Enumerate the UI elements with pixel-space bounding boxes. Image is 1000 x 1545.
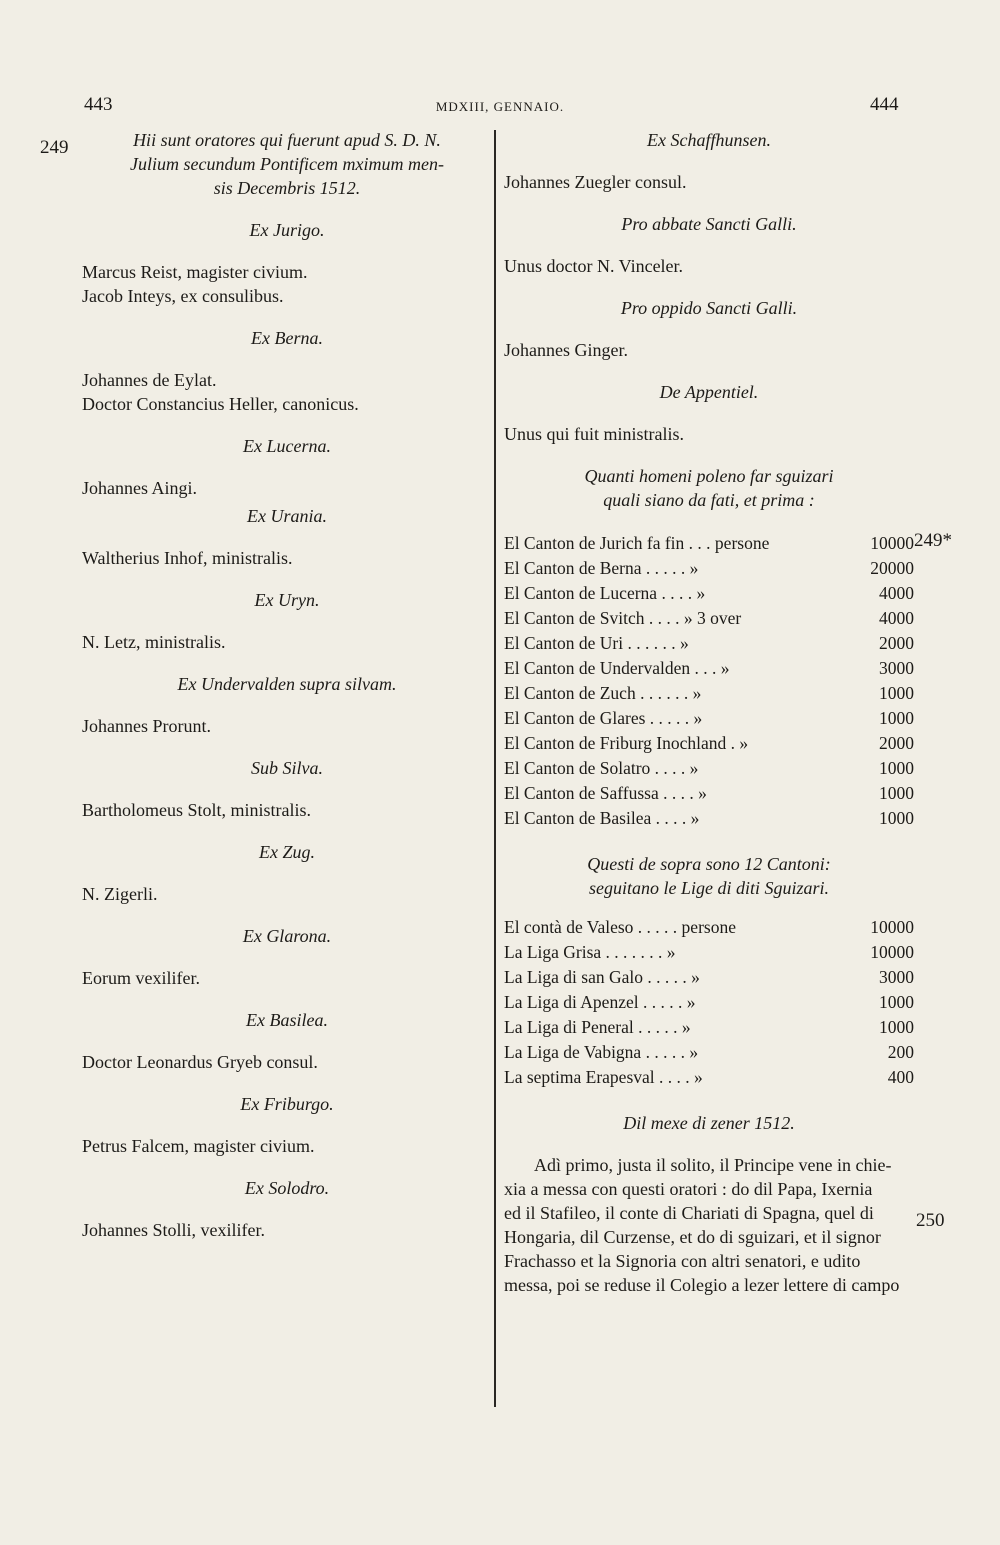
table-row [504,939,914,964]
table-row [504,605,914,630]
page-number-right: 444 [870,94,899,115]
orator-line: Unus doctor N. Vinceler. [504,256,684,276]
paragraph-line: xia a messa con questi oratori : do dil Papa, Ixernia [504,1179,873,1199]
canton-value: 1000 [879,782,914,803]
canton-value: 1000 [879,807,914,828]
section-heading: Ex Berna. [251,328,323,348]
table-row [504,1014,914,1039]
table-row [504,914,914,939]
section-heading: Ex Solodro. [244,1178,330,1198]
orator-line: Jacob Inteys, ex consulibus. [82,286,284,306]
canton-value: 3000 [879,657,914,678]
canton-name: El Canton de Undervalden . . . » [504,657,730,678]
paragraph-line: ed il Stafileo, il conte di Chariati di Spagna, quel di [504,1203,874,1223]
liga-name: La septima Erapesval . . . . » [504,1066,703,1087]
canton-value: 2000 [879,732,914,753]
orator-line: Johannes de Eylat. [82,370,217,390]
paragraph-line: Hongaria, dil Curzense, et do di sguizari, et il signor [504,1227,881,1247]
liga-name: La Liga di san Galo . . . . . » [504,966,700,987]
liga-name: La Liga Grisa . . . . . . . » [504,941,676,962]
orator-line: Waltherius Inhof, ministralis. [82,548,293,568]
canton-name: El Canton de Berna . . . . . » [504,557,699,578]
section-heading: Ex Zug. [259,842,315,862]
table-row [504,755,914,780]
table-row [504,705,914,730]
heading-line: seguitano le Lige di diti Sguizari. [588,878,829,898]
table-row [504,989,914,1014]
margin-number-right-250: 250 [916,1210,945,1231]
orator-line: Marcus Reist, magister civium. [82,262,308,282]
table-row [504,805,914,830]
orator-line: Bartholomeus Stolt, ministralis. [82,800,311,820]
body-paragraph [504,1153,914,1297]
liga-name: La Liga de Vabigna . . . . . » [504,1041,699,1062]
canton-value: 2000 [879,632,914,653]
liga-value: 3000 [879,966,914,987]
liga-value: 1000 [879,991,914,1012]
paragraph-line: Frachasso et la Signoria con altri senatori, e udito [504,1251,861,1271]
orator-line: Doctor Leonardus Gryeb consul. [82,1052,318,1072]
page-number-left: 443 [84,94,113,115]
section-heading: Ex Undervalden supra silvam. [177,674,397,694]
orator-line: N. Zigerli. [82,884,158,904]
date-heading: Dil mexe di zener 1512. [623,1113,795,1133]
table-row [504,780,914,805]
orator-line: Johannes Zuegler consul. [504,172,687,192]
paragraph-line: Adì primo, justa il solito, il Principe vene in chie- [534,1155,892,1175]
orator-line: Johannes Stolli, vexilifer. [82,1220,265,1240]
orator-line: Johannes Prorunt. [82,716,211,736]
canton-name: El Canton de Lucerna . . . . » [504,582,706,603]
table-row [504,964,914,989]
canton-value: 1000 [879,707,914,728]
section-heading: Ex Lucerna. [243,436,331,456]
table-row [504,530,914,555]
table-row [504,555,914,580]
liga-value: 10000 [870,941,914,962]
orator-line: Unus qui fuit ministralis. [504,424,684,444]
margin-number-left: 249 [40,137,69,158]
section-heading: Ex Urania. [247,506,327,526]
liga-value: 10000 [870,916,914,937]
heading-line: Questi de sopra sono 12 Cantoni: [587,854,831,874]
table-row [504,730,914,755]
orator-line: Petrus Falcem, magister civium. [82,1136,315,1156]
canton-name: El Canton de Saffussa . . . . » [504,782,707,803]
table-row [504,630,914,655]
liga-name: La Liga di Peneral . . . . . » [504,1016,691,1037]
section-heading: Ex Friburgo. [240,1094,334,1114]
section-heading: Ex Schaffhunsen. [647,130,771,150]
table-row [504,655,914,680]
canton-name: El Canton de Zuch . . . . . . » [504,682,702,703]
liga-value: 200 [887,1041,914,1062]
orator-line: Johannes Aingi. [82,478,197,498]
table-row [504,1039,914,1064]
table-row [504,1064,914,1089]
lige-heading [504,852,914,900]
section-heading: Ex Basilea. [246,1010,328,1030]
section-heading: Ex Jurigo. [249,220,325,240]
section-heading: Sub Silva. [251,758,323,778]
section-heading: Ex Uryn. [254,590,320,610]
column-divider [494,130,496,1407]
margin-number-right: 249* [914,530,952,551]
table-row [504,580,914,605]
canton-name: El Canton de Uri . . . . . . » [504,632,689,653]
canton-value: 1000 [879,757,914,778]
cantoni-table [504,530,914,830]
heading-line: Quanti homeni poleno far sguizari [584,466,834,486]
canton-name: El Canton de Glares . . . . . » [504,707,703,728]
title-line: Hii sunt oratores qui fuerunt apud S. D. N. [133,130,441,150]
title-line: Julium secundum Pontificem mximum men- [130,154,444,174]
paragraph-line: messa, poi se reduse il Colegio a lezer lettere di campo [504,1275,900,1295]
liga-name: El contà de Valeso . . . . . persone [504,916,736,937]
orator-line: Johannes Ginger. [504,340,628,360]
canton-name: El Canton de Basilea . . . . » [504,807,700,828]
section-heading: Pro abbate Sancti Galli. [621,214,797,234]
canton-value: 1000 [879,682,914,703]
canton-name: El Canton de Solatro . . . . » [504,757,699,778]
orator-line: N. Letz, ministralis. [82,632,226,652]
canton-value: 20000 [870,557,914,578]
liga-name: La Liga di Apenzel . . . . . » [504,991,696,1012]
cantoni-heading [504,464,914,512]
running-title: MDXIII, GENNAIO. [435,99,565,114]
orator-line: Doctor Constancius Heller, canonicus. [82,394,359,414]
lige-table [504,914,914,1089]
section-heading: De Appentiel. [659,382,759,402]
section-heading: Pro oppido Sancti Galli. [620,298,798,318]
title-line: sis Decembris 1512. [213,178,361,198]
canton-value: 10000 [870,532,914,553]
canton-value: 4000 [879,582,914,603]
canton-value: 4000 [879,607,914,628]
canton-name: El Canton de Friburg Inochland . » [504,732,749,753]
canton-name: El Canton de Jurich fa fin . . . persone [504,532,770,553]
right-column [504,128,914,1297]
list-title [82,128,492,200]
heading-line: quali siano da fati, et prima : [603,490,815,510]
left-column [82,128,492,1242]
section-heading: Ex Glarona. [242,926,332,946]
table-row [504,680,914,705]
orator-line: Eorum vexilifer. [82,968,200,988]
liga-value: 400 [887,1066,914,1087]
canton-name: El Canton de Svitch . . . . » 3 over [504,607,742,628]
liga-value: 1000 [879,1016,914,1037]
